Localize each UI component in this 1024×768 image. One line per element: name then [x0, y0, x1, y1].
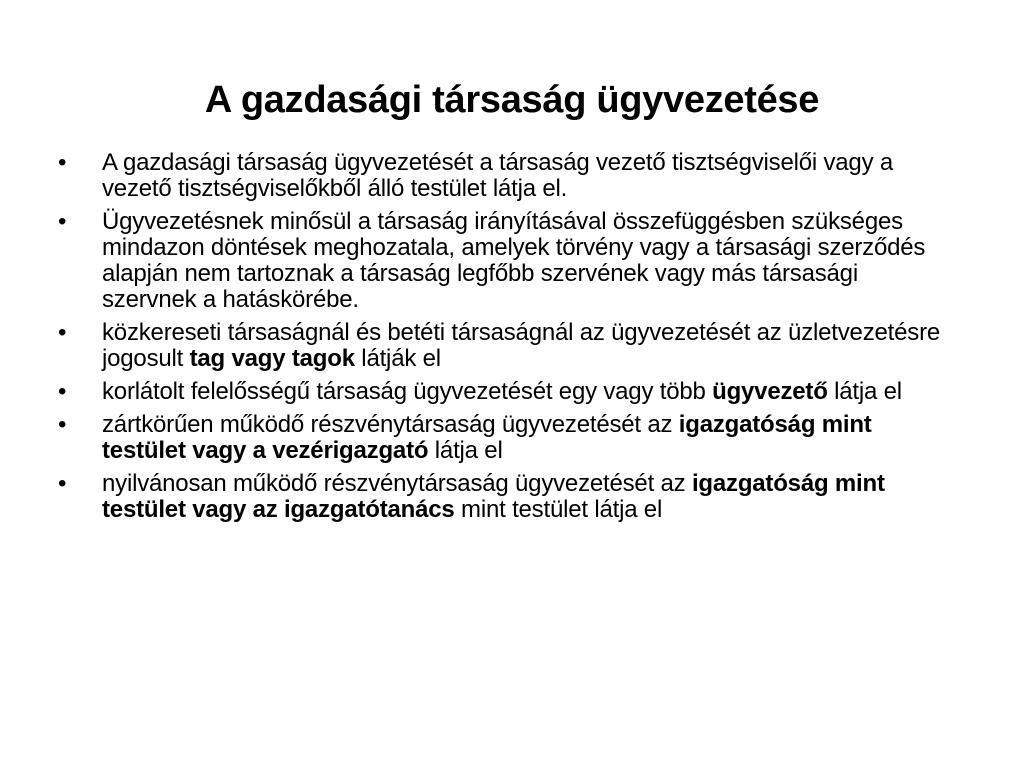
bullet-segment: látják el: [354, 345, 441, 372]
bullet-segment: látja el: [428, 437, 503, 464]
bullet-item: [58, 379, 958, 405]
bullet-segment: A gazdasági társaság ügyvezetését a társaság vezető tisztségviselői vagy a vezető tisztségviselőkből álló testület látja el.: [102, 149, 893, 202]
bullet-bold-segment: igazgatóság mint testület vagy a vezérigazgató: [102, 411, 872, 464]
bullet-icon: •: [58, 378, 67, 405]
slide-title: A gazdasági társaság ügyvezetése: [204, 79, 820, 121]
bullet-segment: zártkörűen működő részvénytársaság ügyvezetését az: [102, 411, 679, 438]
bullet-text: [102, 378, 902, 405]
bullet-segment: mint testület látja el: [454, 496, 663, 523]
bullet-bold-segment: tag vagy tagok: [189, 345, 355, 372]
bullet-text: [102, 411, 872, 464]
bullet-text: [102, 319, 940, 372]
bullet-segment: látja el: [827, 378, 902, 405]
bullet-icon: •: [58, 411, 67, 438]
bullet-icon: •: [58, 149, 67, 176]
bullet-segment: korlátolt felelősségű társaság ügyvezetését egy vagy több: [102, 378, 713, 405]
bullet-bold-segment: igazgatóság mint testület vagy az igazgatótanács: [102, 470, 885, 523]
bullet-icon: •: [58, 470, 67, 497]
bullet-list: [58, 150, 958, 530]
bullet-segment: Ügyvezetésnek minősül a társaság irányításával összefüggésben szükséges mindazon döntések meghozatala, amelyek törvény vagy a társasági szerződés alapján nem tartoznak a társaság legfőbb szervének vagy más társasági szervnek a hatáskörébe.: [102, 208, 926, 313]
bullet-segment: nyilvánosan működő részvénytársaság ügyvezetését az: [102, 470, 692, 497]
bullet-item: [58, 320, 958, 372]
bullet-item: [58, 471, 958, 523]
bullet-segment: közkereseti társaságnál és betéti társaságnál az ügyvezetését az üzletvezetésre jogosult: [102, 319, 941, 372]
bullet-text: [102, 149, 893, 202]
bullet-bold-segment: ügyvezető: [712, 378, 828, 405]
bullet-text: [102, 208, 925, 313]
bullet-icon: •: [58, 319, 67, 346]
bullet-item: [58, 412, 958, 464]
bullet-item: [58, 209, 958, 313]
bullet-item: [58, 150, 958, 202]
bullet-text: [102, 470, 885, 523]
bullet-icon: •: [58, 208, 67, 235]
